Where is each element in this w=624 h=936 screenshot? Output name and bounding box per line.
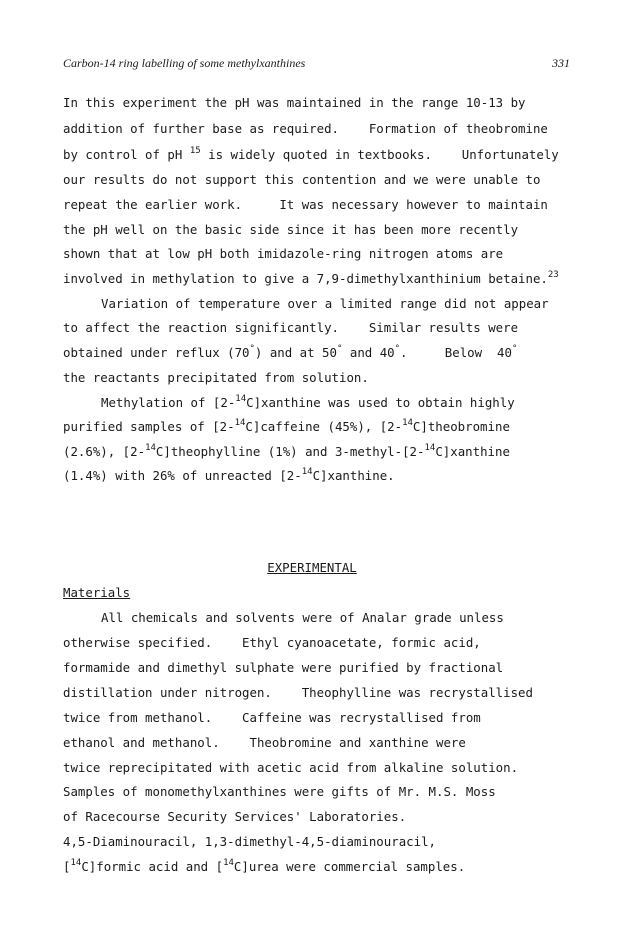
materials-line-3: formamide and dimethyl sulphate were purified by fractional bbox=[63, 660, 504, 675]
text-run: is widely quoted in textbooks. Unfortunately bbox=[200, 147, 559, 162]
materials-line-8: Samples of monomethylxanthines were gifts of Mr. M.S. Moss bbox=[63, 784, 496, 799]
page-header bbox=[63, 56, 570, 74]
paragraph-3-line-3 bbox=[63, 444, 510, 460]
text-run: C]caffeine (45%), [2- bbox=[245, 419, 403, 434]
paragraph-1-line-2: addition of further base as required. Formation of theobromine bbox=[63, 121, 548, 136]
text-run: and 40 bbox=[342, 345, 395, 360]
text-run: ) and at 50 bbox=[254, 345, 337, 360]
text-run: C]theobromine bbox=[412, 419, 510, 434]
isotope-14: 14 bbox=[424, 443, 436, 453]
text-run: by control of pH bbox=[63, 147, 190, 162]
running-title: Carbon-14 ring labelling of some methylxanthines bbox=[63, 56, 306, 70]
materials-line-5: twice from methanol. Caffeine was recrystallised from bbox=[63, 710, 481, 725]
text-run: . Below 40 bbox=[400, 345, 512, 360]
text-run: C]formic acid and [ bbox=[81, 859, 224, 874]
materials-line-7: twice reprecipitated with acetic acid from alkaline solution. bbox=[63, 760, 519, 775]
isotope-14: 14 bbox=[70, 858, 82, 868]
materials-line-10: 4,5-Diaminouracil, 1,3-dimethyl-4,5-diaminouracil, bbox=[63, 834, 436, 849]
paragraph-1-line-1: In this experiment the pH was maintained in the range 10-13 by bbox=[63, 95, 526, 110]
paragraph-2-line-3 bbox=[63, 345, 517, 361]
materials-line-4: distillation under nitrogen. Theophylline was recrystallised bbox=[63, 685, 533, 700]
isotope-14: 14 bbox=[402, 418, 413, 428]
isotope-14: 14 bbox=[234, 418, 246, 428]
text-run: purified samples of [2- bbox=[63, 419, 235, 434]
paragraph-2-line-4: the reactants precipitated from solution. bbox=[63, 370, 369, 385]
text-run: C]xanthine. bbox=[312, 468, 395, 483]
text-run: C]xanthine bbox=[435, 444, 510, 459]
isotope-14: 14 bbox=[223, 858, 234, 868]
degree-sign: ° bbox=[336, 344, 343, 354]
isotope-14: 14 bbox=[235, 394, 247, 404]
text-run: C]theophylline (1%) and 3-methyl-[2- bbox=[155, 444, 425, 459]
paragraph-3-line-2 bbox=[63, 419, 510, 435]
paragraph-3-line-1 bbox=[101, 395, 515, 411]
paragraph-1-line-6: the pH well on the basic side since it has been more recently bbox=[63, 222, 519, 237]
text-run: [ bbox=[63, 859, 71, 874]
section-heading-experimental: EXPERIMENTAL bbox=[267, 560, 357, 575]
paragraph-1-line-7: shown that at low pH both imidazole-ring nitrogen atoms are bbox=[63, 246, 504, 261]
degree-sign: ° bbox=[249, 344, 255, 354]
isotope-14: 14 bbox=[145, 443, 156, 453]
text-run: C]urea were commercial samples. bbox=[233, 859, 466, 874]
materials-line-2: otherwise specified. Ethyl cyanoacetate, formic acid, bbox=[63, 635, 481, 650]
materials-line-11 bbox=[63, 859, 465, 875]
reference-15: 15 bbox=[189, 146, 201, 156]
paragraph-1-line-3 bbox=[63, 147, 559, 163]
materials-line-6: ethanol and methanol. Theobromine and xanthine were bbox=[63, 735, 466, 750]
text-run: (2.6%), [2- bbox=[63, 444, 146, 459]
text-run: Methylation of [2- bbox=[101, 395, 236, 410]
paragraph-1-line-8 bbox=[63, 271, 559, 287]
paragraph-2-line-2: to affect the reaction significantly. Similar results were bbox=[63, 320, 519, 335]
text-run: C]xanthine was used to obtain highly bbox=[246, 395, 515, 410]
materials-line-9: of Racecourse Security Services' Laboratories. bbox=[63, 809, 407, 824]
isotope-14: 14 bbox=[301, 467, 313, 477]
text-run: involved in methylation to give a 7,9-dimethylxanthinium betaine. bbox=[63, 271, 548, 286]
reference-23: 23 bbox=[547, 270, 559, 280]
paragraph-2-line-1: Variation of temperature over a limited range did not appear bbox=[101, 296, 549, 311]
materials-line-1: All chemicals and solvents were of Analar grade unless bbox=[101, 610, 504, 625]
degree-sign: ° bbox=[394, 344, 401, 354]
text-run: obtained under reflux (70 bbox=[63, 345, 250, 360]
paragraph-1-line-4: our results do not support this contention and we were unable to bbox=[63, 172, 541, 187]
subheading-materials: Materials bbox=[63, 585, 131, 600]
page-number: 331 bbox=[552, 56, 570, 70]
paragraph-1-line-5: repeat the earlier work. It was necessary however to maintain bbox=[63, 197, 548, 212]
text-run: (1.4%) with 26% of unreacted [2- bbox=[63, 468, 302, 483]
degree-sign: ° bbox=[511, 344, 518, 354]
paragraph-3-line-4 bbox=[63, 468, 395, 484]
